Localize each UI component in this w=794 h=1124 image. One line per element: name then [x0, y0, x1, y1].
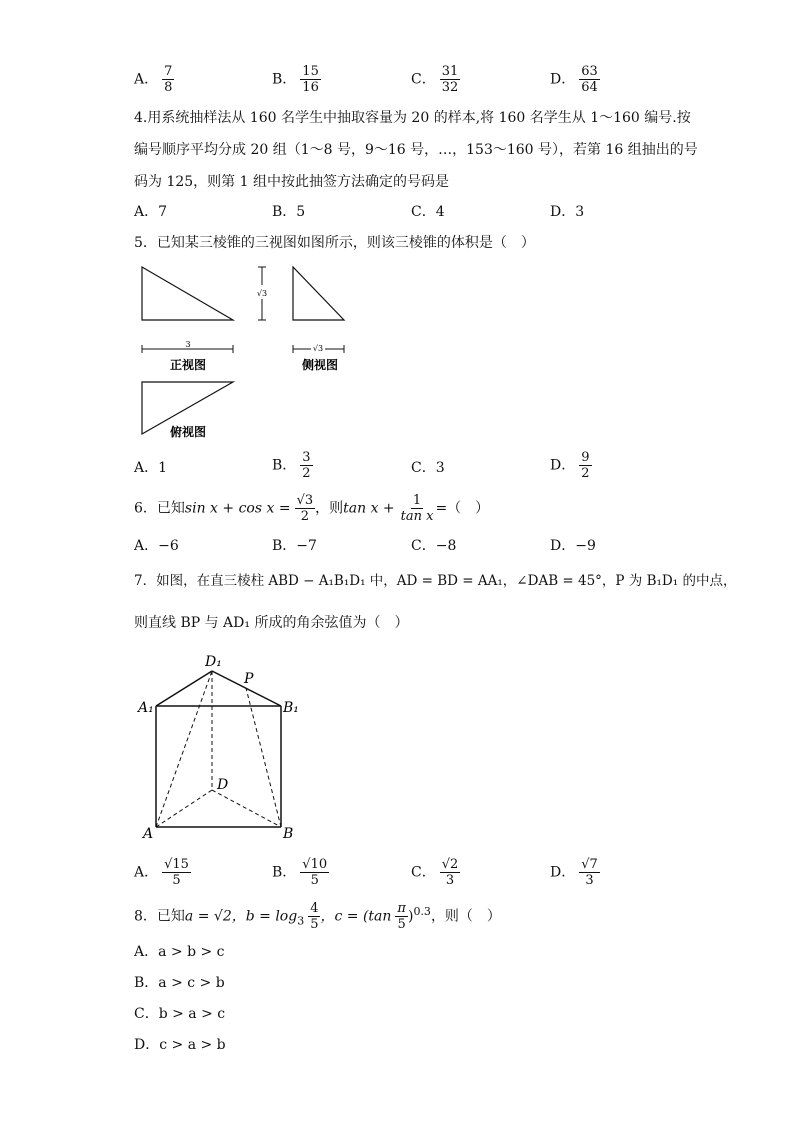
q3-option-a [134, 64, 174, 95]
denominator: 2 [302, 466, 311, 481]
q6-prefix: 6．已知 [134, 500, 185, 517]
option-label: B． [272, 457, 297, 474]
q8-a-expr: a = √2 [184, 908, 232, 925]
denominator: 3 [585, 873, 594, 888]
denominator: 5 [172, 873, 181, 888]
q8-log-base: 3 [297, 914, 305, 928]
fraction [579, 857, 600, 888]
fraction [395, 901, 408, 932]
numerator: √10 [302, 857, 328, 872]
denominator: 32 [441, 80, 459, 95]
front-view-label: 正视图 [169, 358, 207, 372]
side-width-label: √3 [312, 344, 324, 353]
q8-option-c: C．b > a > c [134, 1006, 226, 1022]
q8-option-a: A．a > b > c [134, 944, 225, 960]
q5-stem: 5．已知某三棱锥的三视图如图所示，则该三棱锥的体积是（ ） [134, 235, 535, 251]
label-d: D [217, 777, 229, 793]
numerator: 1 [412, 493, 422, 508]
fraction [440, 64, 461, 95]
option-value: 3 [435, 460, 445, 476]
denominator: 2 [300, 509, 309, 524]
edge-a-d [156, 790, 212, 827]
q4-option-b: B．5 [272, 204, 306, 220]
q5-option-c [411, 457, 445, 479]
q8-option-d: D．c > a > b [134, 1037, 226, 1053]
q6-suffix: =（ ） [435, 500, 490, 517]
q6-option-b: B．−7 [272, 538, 317, 554]
option-label: C． [411, 71, 436, 88]
q6-mid: ，则 [315, 500, 344, 517]
option-value: 1 [158, 460, 168, 476]
option-label: A． [134, 460, 159, 476]
fraction [579, 450, 591, 481]
denominator: tan x [400, 509, 434, 524]
top-view-label: 俯视图 [169, 425, 207, 439]
denominator: 64 [581, 80, 598, 95]
numerator: √2 [441, 857, 459, 872]
q7-option-d [550, 857, 600, 888]
q7-option-b [272, 857, 329, 888]
q4-option-c: C．4 [411, 204, 445, 220]
q5-option-d [550, 450, 592, 481]
numerator: √7 [581, 857, 598, 872]
side-view-label: 侧视图 [301, 358, 339, 372]
denominator: 3 [445, 873, 455, 888]
fraction [300, 64, 321, 95]
option-label: B． [272, 864, 297, 881]
numerator: 4 [310, 901, 319, 917]
q4-line-1: 4.用系统抽样法从 160 名学生中抽取容量为 20 的样本,将 160 名学生从 1～160 编号.按 [134, 110, 691, 126]
numerator: 9 [581, 450, 590, 465]
fraction [399, 493, 436, 524]
fraction [300, 450, 312, 481]
q4-line-2: 编号顺序平均分成 20 组（1～8 号，9～16 号，…，153～160 号），若第 16 组抽出的号 [134, 142, 698, 158]
q8-prefix: 8．已知 [134, 908, 185, 925]
q6-expr-1: sin x + cos x = [184, 500, 291, 517]
side-view-triangle [293, 267, 344, 320]
numerator: 3 [302, 450, 311, 465]
q7-option-c [411, 857, 460, 888]
numerator: 63 [581, 64, 598, 79]
denominator: 5 [310, 917, 319, 933]
fraction [579, 64, 600, 95]
label-a: A [143, 826, 154, 842]
label-a1: A₁ [138, 700, 154, 716]
option-label: A． [134, 71, 159, 88]
q8-option-b: B．a > c > b [134, 975, 225, 991]
label-p: P [244, 671, 254, 687]
fraction [295, 493, 316, 524]
fraction [440, 857, 461, 888]
q3-option-b [272, 64, 321, 95]
front-view-triangle [142, 267, 233, 320]
q8-stem: 8．已知a = √2，$b = \log_3$ $\frac{4}{5}$ ，c = (tan $\frac{\pi}{5}$ )$^{0.3}$，则（ ） [134, 901, 501, 933]
label-b1: B₁ [283, 700, 299, 716]
front-width-label: 3 [185, 340, 191, 349]
edge-a1-d1 [156, 671, 212, 706]
denominator: 16 [302, 80, 319, 95]
option-label: A． [134, 864, 159, 881]
segment-b-p [246, 688, 281, 827]
segment-a-d1 [156, 671, 212, 827]
q8-c-expr: ，c = (tan [320, 908, 392, 925]
numerator: √3 [296, 493, 314, 508]
q5-option-a [134, 457, 167, 479]
q5-option-b [272, 450, 313, 481]
height-label: √3 [256, 289, 268, 298]
option-label: C． [411, 864, 436, 881]
fraction [300, 857, 329, 888]
denominator: 8 [164, 80, 173, 95]
q6-option-c: C．−8 [411, 538, 457, 554]
label-b: B [283, 826, 294, 842]
q6-option-d: D．−9 [550, 538, 596, 554]
three-view-figure [130, 258, 370, 448]
q3-option-c [411, 64, 460, 95]
q6-stem [134, 493, 489, 524]
numerator: 31 [441, 64, 459, 79]
fraction [308, 901, 320, 932]
q4-option-d: D．3 [550, 204, 585, 220]
option-label: D． [550, 864, 576, 881]
q7-line-1: 7．如图，在直三棱柱 ABD − A₁B₁D₁ 中，AD = BD = AA₁，∠DAB = 45°，P 为 B₁D₁ 的中点， [134, 573, 737, 589]
prism-figure [132, 650, 312, 842]
label-d1: D₁ [205, 654, 222, 670]
option-label: B． [272, 71, 297, 88]
q4-line-3: 码为 125，则第 1 组中按此抽签方法确定的号码是 [134, 174, 449, 190]
option-label: D． [550, 457, 576, 474]
q8-suffix: ，则（ ） [430, 908, 501, 925]
numerator: 15 [302, 64, 319, 79]
denominator: 5 [310, 873, 319, 888]
numerator: √15 [164, 857, 189, 872]
q8-b-expr: ，b = log [231, 908, 298, 925]
numerator: 7 [164, 64, 173, 79]
q7-line-2: 则直线 BP 与 AD₁ 所成的角余弦值为（ ） [134, 615, 409, 631]
numerator: π [397, 901, 406, 917]
fraction [162, 64, 174, 95]
edge-d-b [212, 790, 281, 827]
q6-expr-2: tan x + [343, 500, 395, 517]
q8-exponent: 0.3 [413, 905, 431, 918]
q7-option-a [134, 857, 191, 888]
q4-option-a: A．7 [134, 204, 168, 220]
denominator: 5 [397, 917, 406, 933]
option-label: C． [411, 460, 436, 476]
q3-option-d [550, 64, 600, 95]
denominator: 2 [581, 466, 590, 481]
option-label: D． [550, 71, 576, 88]
q6-option-a: A．−6 [134, 538, 179, 554]
fraction [162, 857, 191, 888]
